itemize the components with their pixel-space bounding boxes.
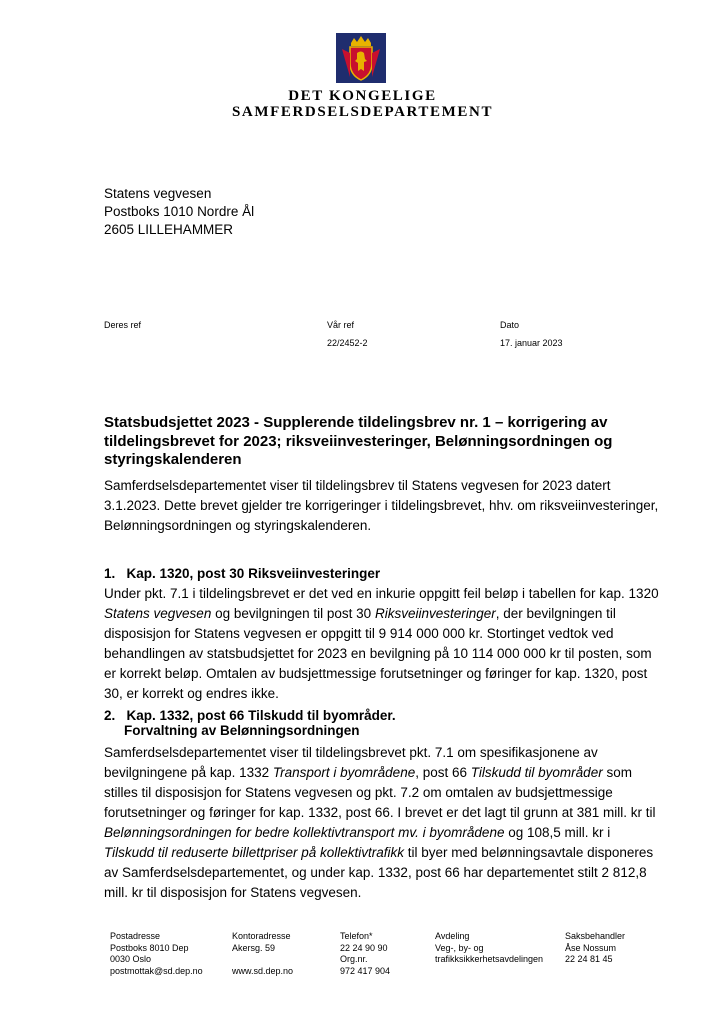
section2-line	[104, 843, 664, 863]
section1-line: Under pkt. 7.1 i tildelingsbrevet er det ved en inkurie oppgitt feil beløp i tabellen for kap. 1320	[104, 586, 659, 601]
section1-line: 30, er korrekt og endres ikke.	[104, 686, 279, 701]
footer-label: Org.nr.	[340, 954, 368, 964]
section2-line: stilles til disposisjon for Statens vegvesen og pkt. 7.2 om omtalen av budsjettmessige	[104, 785, 613, 800]
letter-title	[104, 414, 664, 470]
recipient-name: Statens vegvesen	[104, 186, 212, 201]
dato-label: Dato	[500, 320, 520, 330]
intro-line: 3.1.2023. Dette brevet gjelder tre korrigeringer i tildelingsbrevet, hhv. om riksveiinvesteringer,	[104, 498, 659, 513]
var-ref-value: 22/2452-2	[327, 338, 368, 348]
inline-italic: Transport i byområdene	[272, 765, 416, 780]
footer-label: Telefon*	[340, 931, 373, 941]
section2-line: av Samferdselsdepartementet, og under kap. 1332, post 66 har departementet stilt 2 812,8	[104, 865, 647, 880]
section2-line: forutsetninger og føringer for kap. 1332, post 66. I brevet er det lagt til grunn at 381 mill. kr til	[104, 805, 656, 820]
inline-italic: Riksveiinvesteringer	[374, 606, 496, 621]
intro-line: Belønningsordningen og styringskalenderen.	[104, 518, 372, 533]
section2-line: mill. kr til disposisjon for Statens vegvesen.	[104, 885, 362, 900]
inline-text: og bevilgningen til post 30	[211, 606, 375, 621]
section2-line	[104, 823, 664, 843]
inline-text: , post 66	[415, 765, 471, 780]
title-line: tildelingsbrevet for 2023; riksveiinvesteringer, Belønningsordningen og	[104, 432, 613, 450]
recipient-address-line2: 2605 LILLEHAMMER	[104, 222, 234, 237]
footer-website-link[interactable]: www.sd.dep.no	[232, 965, 294, 976]
section1-line: er korrekt beløp. Omtalen av budsjettmessige forutsetninger og føringer for kap. 1320, post	[104, 666, 648, 681]
department-name-line1: DET KONGELIGE	[288, 88, 437, 104]
inline-text: til byer med belønningsavtale disponeres	[404, 845, 654, 860]
footer-telefon	[340, 931, 390, 977]
footer-value: 0030 Oslo	[110, 954, 152, 964]
footer-email-link[interactable]: postmottak@sd.dep.no	[110, 965, 203, 976]
footer-postadresse	[110, 931, 203, 977]
section1-line: behandlingen av statsbudsjettet for 2023 en bevilgning på 10 114 000 000 kr til posten, som	[104, 646, 652, 661]
footer-kontoradresse	[232, 931, 293, 977]
footer-label: Kontoradresse	[232, 931, 291, 941]
intro-paragraph	[104, 476, 664, 536]
recipient-address	[104, 185, 254, 239]
footer-value: Akersg. 59	[232, 942, 276, 953]
section1-heading: 1. Kap. 1320, post 30 Riksveiinvesteringer	[104, 566, 381, 581]
title-line: Statsbudsjettet 2023 - Supplerende tildelingsbrev nr. 1 – korrigering av	[104, 414, 608, 431]
footer-value: 22 24 90 90	[340, 942, 388, 953]
section2-subheading: Forvaltning av Belønningsordningen	[124, 723, 360, 738]
coat-of-arms-logo	[336, 33, 386, 83]
inline-text: og 108,5 mill. kr i	[504, 825, 611, 840]
inline-italic: Tilskudd til reduserte billettpriser på kollektivtrafikk	[104, 845, 404, 860]
footer-label: Avdeling	[435, 931, 470, 941]
section1-line	[104, 604, 664, 624]
section1-line: disposisjon for Statens vegvesen er oppgitt til 9 914 000 000 kr. Stortinget vedtok ved	[104, 626, 614, 641]
section2-paragraph	[104, 743, 664, 903]
section2-heading: 2. Kap. 1332, post 66 Tilskudd til byområder.	[104, 708, 396, 723]
footer-label: Postadresse	[110, 931, 161, 941]
title-line: styringskalenderen	[104, 451, 242, 468]
department-name-line2: SAMFERDSELSDEPARTEMENT	[231, 104, 494, 120]
footer-value: Postboks 8010 Dep	[110, 942, 189, 953]
recipient-address-line1: Postboks 1010 Nordre Ål	[104, 204, 255, 219]
footer-value: trafikksikkerhetsavdelingen	[435, 954, 544, 964]
inline-italic: Belønningsordningen for bedre kollektivtransport mv. i byområdene	[104, 825, 505, 840]
var-ref-label: Vår ref	[327, 320, 355, 330]
footer-value	[232, 954, 293, 966]
footer-saksbehandler	[565, 931, 625, 966]
footer-value: 22 24 81 45	[565, 954, 613, 964]
section1-paragraph	[104, 584, 664, 704]
inline-italic: Statens vegvesen	[104, 606, 212, 621]
footer-value: 972 417 904	[340, 965, 391, 976]
inline-italic: Tilskudd til byområder	[470, 765, 603, 780]
inline-text: som	[602, 765, 632, 780]
intro-line: Samferdselsdepartementet viser til tildelingsbrev til Statens vegvesen for 2023 datert	[104, 478, 611, 493]
section2-line: Samferdselsdepartementet viser til tildelingsbrevet pkt. 7.1 om spesifikasjonene av	[104, 745, 598, 760]
inline-text: bevilgningene på kap. 1332	[104, 765, 273, 780]
footer-avdeling	[435, 931, 543, 966]
inline-text: , der bevilgningen til	[495, 606, 616, 621]
footer-value: Åse Nossum	[565, 942, 617, 953]
footer-label: Saksbehandler	[565, 931, 626, 941]
deres-ref-label: Deres ref	[104, 320, 142, 330]
section2-line	[104, 763, 664, 783]
footer-value: Veg-, by- og	[435, 942, 484, 953]
dato-value: 17. januar 2023	[500, 338, 563, 348]
